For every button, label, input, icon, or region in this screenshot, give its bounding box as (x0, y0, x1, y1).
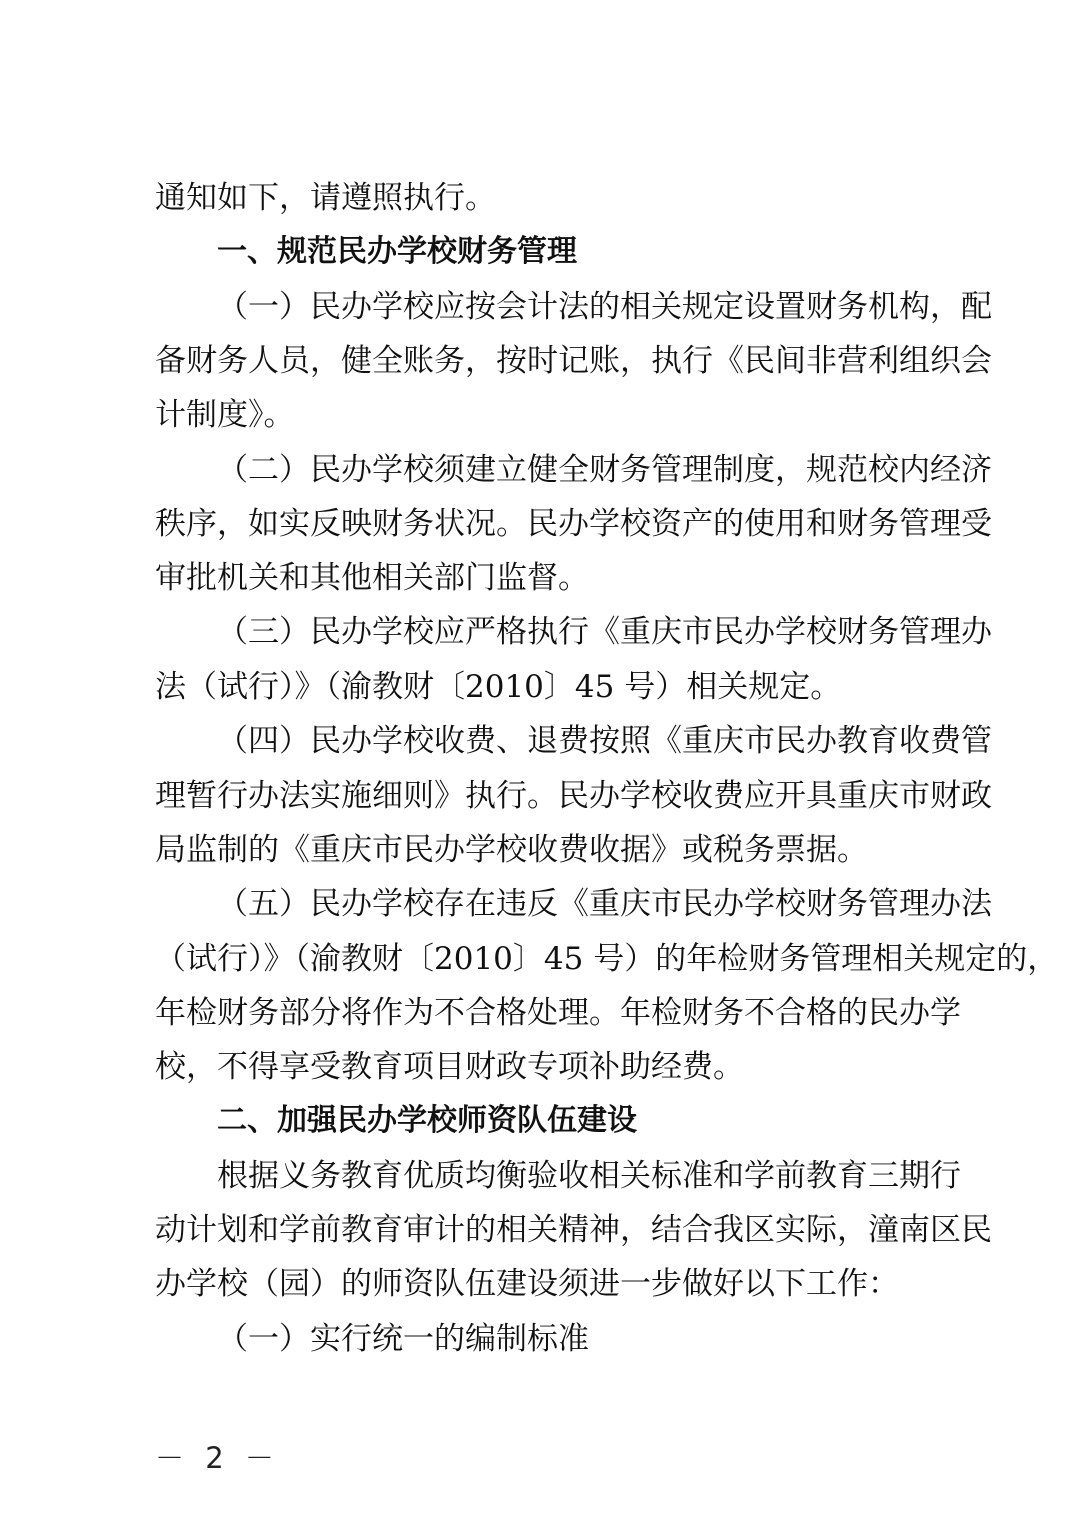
paragraph-line: 法（试行）》（渝教财〔2010〕45 号）相关规定。 (155, 669, 842, 705)
paragraph-line: 年检财务部分将作为不合格处理。年检财务不合格的民办学 (155, 995, 961, 1031)
paragraph-line: 审批机关和其他相关部门监督。 (155, 560, 589, 596)
paragraph-line: 根据义务教育优质均衡验收相关标准和学前教育三期行 (217, 1158, 961, 1194)
paragraph-line: 办学校（园）的师资队伍建设须进一步做好以下工作： (155, 1266, 899, 1302)
section-heading-teachers: 二、加强民办学校师资队伍建设 (217, 1103, 637, 1138)
paragraph-line: 通知如下，请遵照执行。 (155, 180, 496, 216)
paragraph-line: 秩序，如实反映财务状况。民办学校资产的使用和财务管理受 (155, 506, 992, 542)
paragraph-line: 计制度》。 (155, 397, 295, 433)
paragraph-line: 校，不得享受教育项目财政专项补助经费。 (155, 1049, 744, 1085)
paragraph-line: （三）民办学校应严格执行《重庆市民办学校财务管理办 (217, 614, 992, 650)
paragraph-line: 局监制的《重庆市民办学校收费收据》或税务票据。 (155, 832, 868, 868)
paragraph-line: （五）民办学校存在违反《重庆市民办学校财务管理办法 (217, 886, 992, 922)
paragraph-line: 动计划和学前教育审计的相关精神，结合我区实际，潼南区民 (155, 1212, 992, 1248)
paragraph-line: 备财务人员，健全账务，按时记账，执行《民间非营利组织会 (155, 343, 992, 379)
section-heading-finance: 一、规范民办学校财务管理 (217, 234, 577, 269)
paragraph-line: 理暂行办法实施细则》执行。民办学校收费应开具重庆市财政 (155, 778, 992, 814)
paragraph-line: （四）民办学校收费、退费按照《重庆市民办教育收费管 (217, 723, 992, 759)
paragraph-line: （试行）》（渝教财〔2010〕45 号）的年检财务管理相关规定的， (155, 941, 1059, 977)
paragraph-line: （一）民办学校应按会计法的相关规定设置财务机构，配 (217, 289, 992, 325)
page-number: － 2 － (155, 1441, 280, 1475)
subsection-heading: （一）实行统一的编制标准 (217, 1321, 589, 1357)
paragraph-line: （二）民办学校须建立健全财务管理制度，规范校内经济 (217, 452, 992, 488)
